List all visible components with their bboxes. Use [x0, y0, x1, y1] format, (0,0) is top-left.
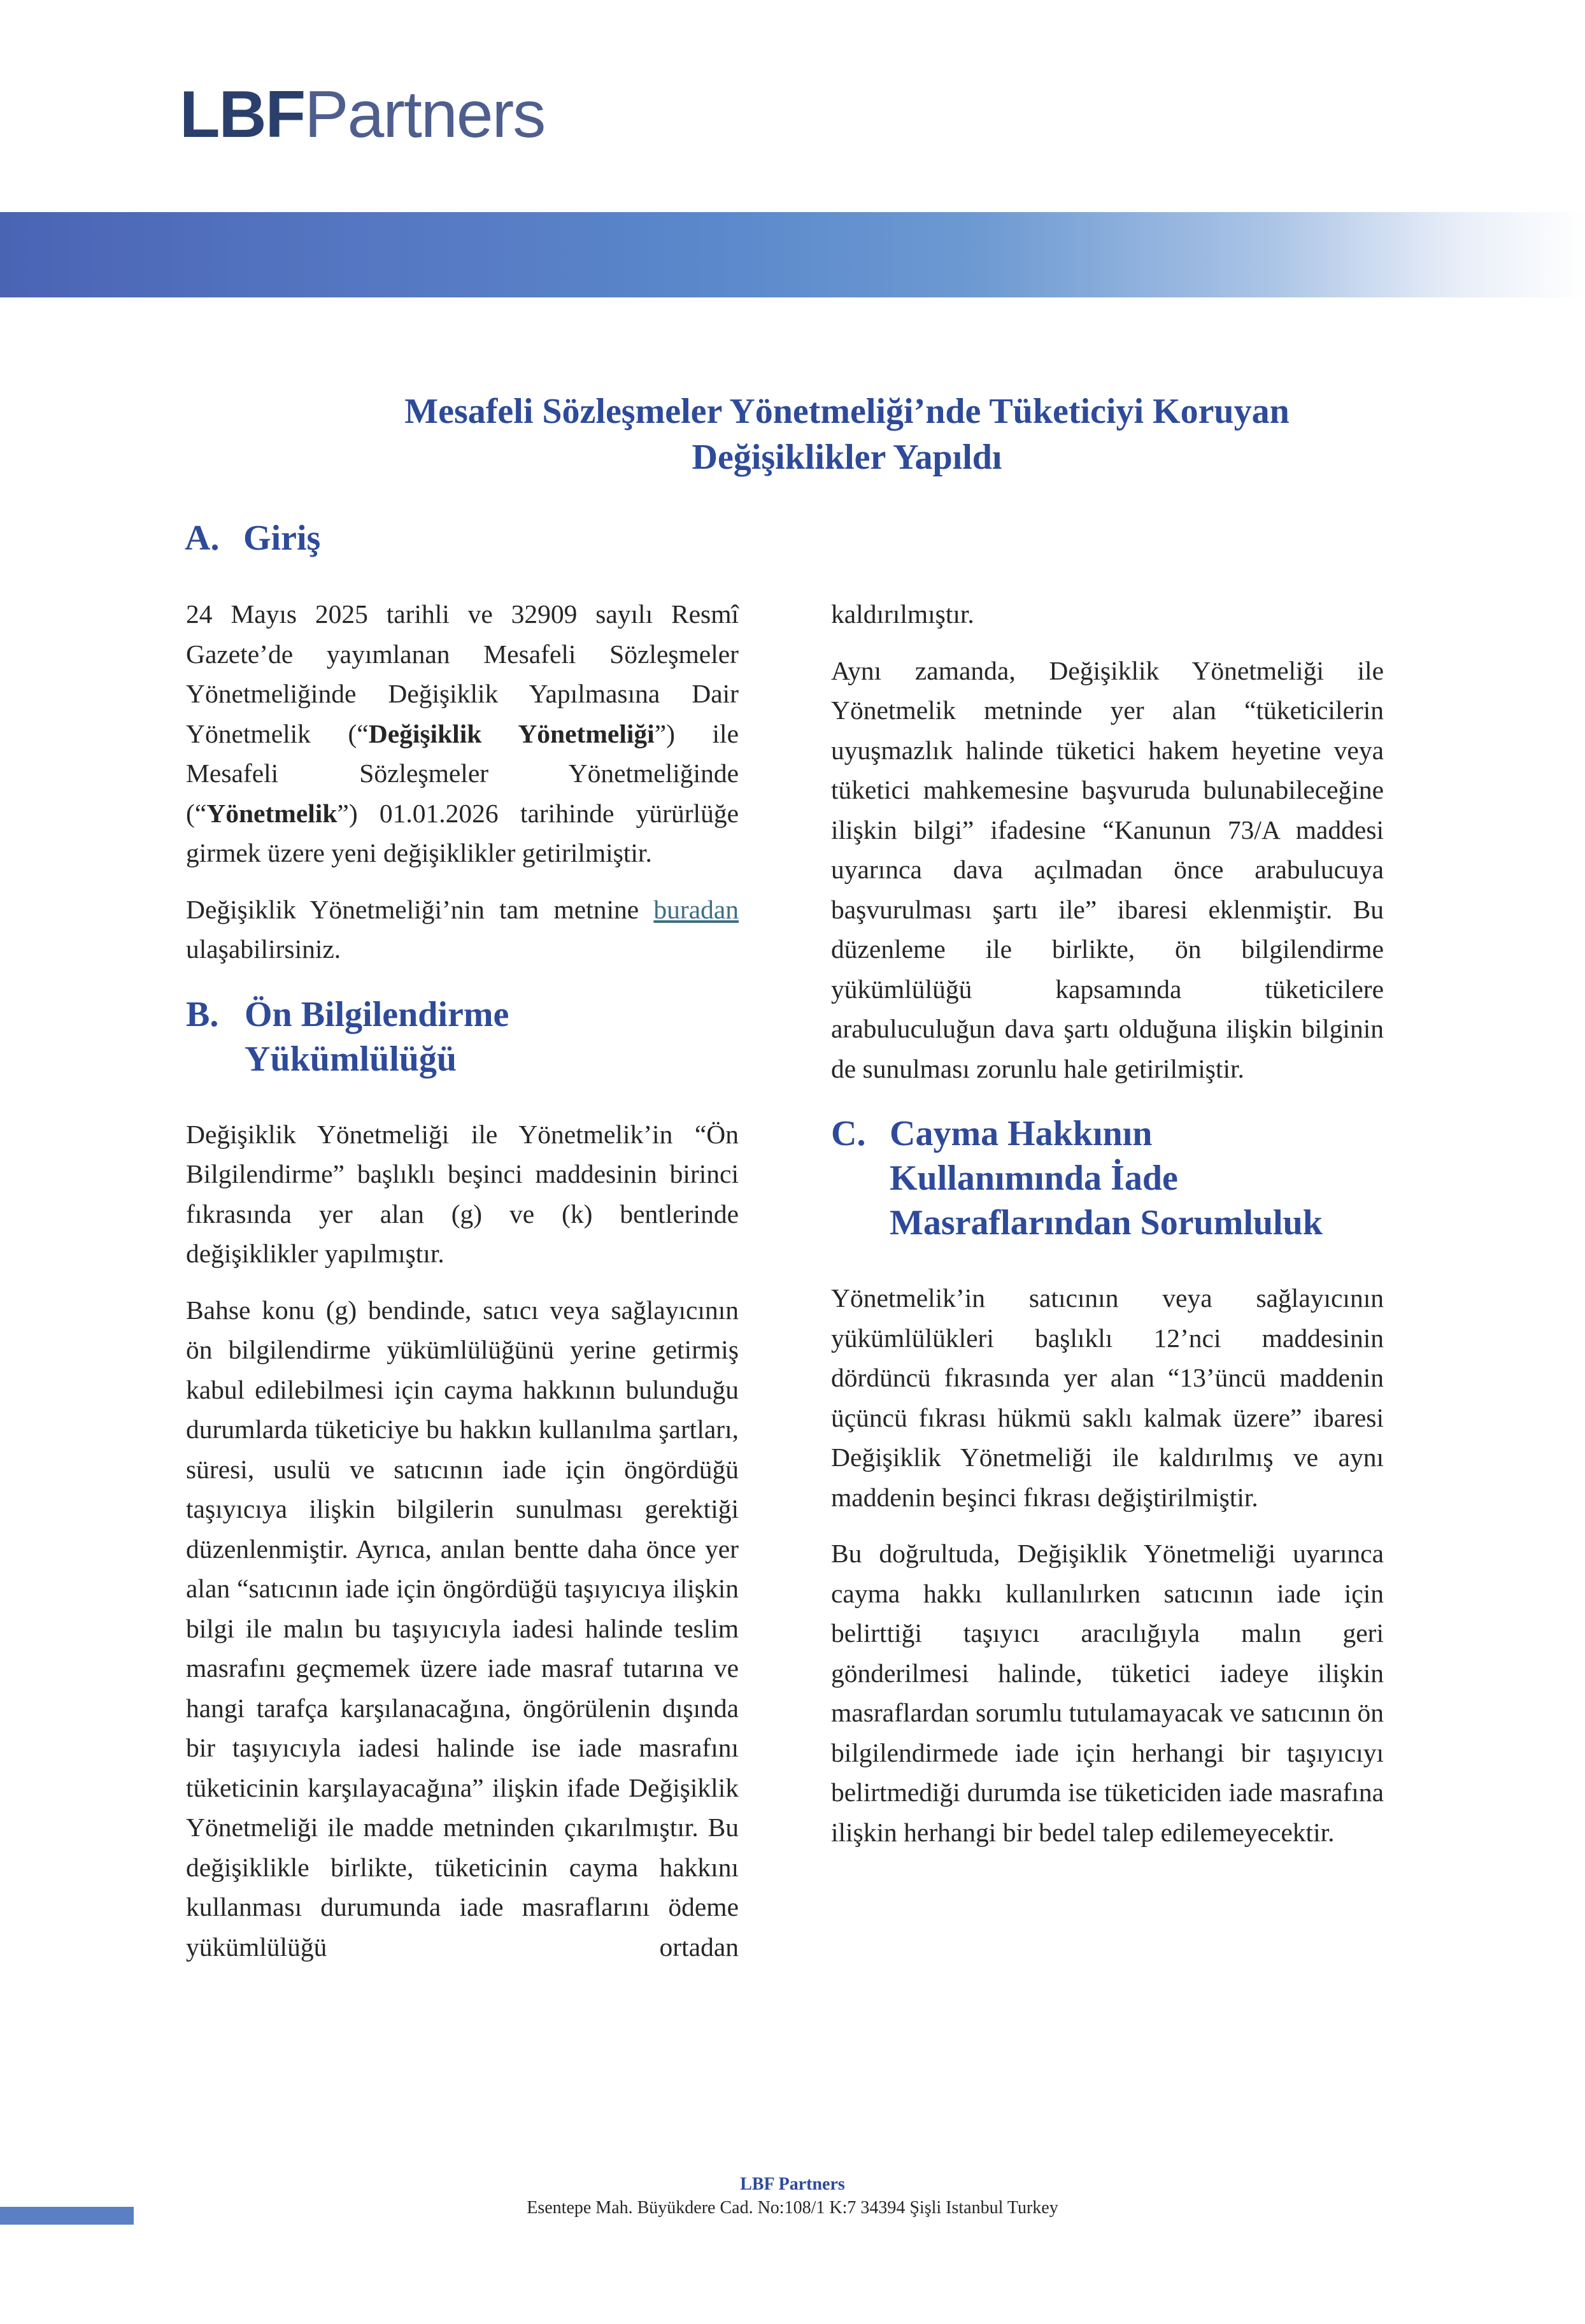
section-c-heading — [831, 1111, 1384, 1245]
title-line-1: Mesafeli Sözleşmeler Yönetmeliği’nde Tüketiciyi Koruyan — [404, 392, 1290, 431]
logo-regular-text: Partners — [304, 78, 545, 152]
logo-bold-text: LBF — [180, 78, 305, 152]
section-c-paragraph-1: Yönetmelik’in satıcının veya sağlayıcının yükümlülükleri başlıklı 12’nci maddesinin dördüncü fıkrasında yer alan “13’üncü maddenin üçüncü fıkrası hükmü saklı kalmak üzere” ibaresi Değişiklik Yönetmeliği ile kaldırılmış ve aynı maddenin beşinci fıkrası değiştirilmiştir. — [831, 1283, 1384, 1512]
section-c-title-line-3: Masraflarından Sorumluluk — [890, 1203, 1323, 1243]
title-line-2: Değişiklikler Yapıldı — [692, 438, 1002, 477]
section-b-title-line-2: Yükümlülüğü — [245, 1039, 457, 1079]
section-c-title-line-2: Kullanımında İade — [890, 1158, 1178, 1198]
section-b-heading — [186, 992, 739, 1081]
section-a-paragraph-2 — [186, 890, 739, 969]
text-span: ulaşabilirsiniz. — [186, 934, 341, 964]
section-a-title: Giriş — [243, 518, 321, 558]
text-span: Değişiklik Yönetmeliği’nin tam metnine — [186, 894, 654, 924]
defined-term: Yönetmelik — [206, 798, 338, 828]
document-title — [242, 389, 1452, 480]
section-a-heading — [185, 516, 320, 560]
section-a-paragraph-1 — [186, 594, 739, 873]
section-b-paragraph-2: Bahse konu (g) bendinde, satıcı veya sağlayıcının ön bilgilendirme yükümlülüğünü yerine getirmiş kabul edilebilmesi için cayma hakkının bulunduğu durumlarda tüketiciye bu hakkın kullanılma şartları, süresi, usulü ve satıcının iade için öngördüğü taşıyıcıya ilişkin bilgilerin sunulması gerektiği düzenlenmiştir. Ayrıca, anılan bentte daha önce yer alan “satıcının iade için öngördüğü taşıyıcıya ilişkin bilgi ile malın bu taşıyıcıyla iadesi halinde teslim masrafını geçmemek üzere iade masraf tutarına ve hangi tarafça karşılanacağına, öngörülenin dışında bir taşıyıcıyla iadesi halinde ise iade masrafını tüketicinin karşılayacağına” ilişkin ifade Değişiklik Yönetmeliği ile madde metninden çıkarılmıştır. Bu değişiklikle birlikte, tüketicinin cayma hakkını kullanması durumunda iade masraflarını ödeme yükümlülüğü ortadan — [186, 1295, 739, 1962]
footer-address: Esentepe Mah. Büyükdere Cad. No:108/1 K:7 34394 Şişli Istanbul Turkey — [527, 2198, 1058, 2218]
header-banner — [0, 212, 1585, 297]
footer-company-name: LBF Partners — [740, 2174, 845, 2194]
right-column — [831, 594, 1384, 1869]
defined-term: Değişiklik Yönetmeliği — [368, 718, 655, 748]
section-c-letter: C. — [831, 1114, 866, 1153]
full-text-link[interactable]: buradan — [653, 894, 739, 924]
text-span: ”) ile Mesafeli Sözleşmeler Yönetmeliğinde (“ — [186, 718, 739, 828]
section-b-paragraph-1: Değişiklik Yönetmeliği ile Yönetmelik’in “Ön Bilgilendirme” başlıklı beşinci maddesinin birinci fıkrasında yer alan (g) ve (k) bentlerinde değişiklikler yapılmıştır. — [186, 1119, 739, 1268]
text-span: ”) 01.01.2026 tarihinde yürürlüğe girmek üzere yeni değişiklikler getirilmiştir. — [186, 798, 739, 867]
section-a-letter: A. — [185, 518, 220, 558]
section-b-paragraph-2-continued: kaldırılmıştır. — [831, 599, 974, 629]
section-b-letter: B. — [186, 994, 219, 1034]
section-c-title-line-1: Cayma Hakkının — [890, 1114, 1153, 1153]
company-logo — [180, 78, 545, 152]
section-b-paragraph-3: Aynı zamanda, Değişiklik Yönetmeliği ile Yönetmelik metninde yer alan “tüketicilerin uyuşmazlık halinde tüketici hakem heyetine veya tüketici mahkemesine başvuruda bulunabileceğine ilişkin bilgi” ifadesine “Kanunun 73/A maddesi uyarınca dava açılmadan önce arabulucuya başvurulması şartı ile” ibaresi eklenmiştir. Bu düzenleme ile birlikte, ön bilgilendirme yükümlülüğü kapsamında tüketicilere arabuluculuğun dava şartı olduğuna ilişkin bilginin de sunulması zorunlu hale getirilmiştir. — [831, 655, 1384, 1083]
left-column — [186, 594, 739, 1983]
text-span: 24 Mayıs 2025 tarihli ve 32909 sayılı Resmî Gazete’de yayımlanan Mesafeli Sözleşmeler Yönetmeliğinde Değişiklik Yapılmasına Dair Yönetmelik (“ — [186, 599, 739, 748]
section-b-title-line-1: Ön Bilgilendirme — [245, 994, 509, 1034]
section-c-paragraph-2: Bu doğrultuda, Değişiklik Yönetmeliği uyarınca cayma hakkı kullanılırken satıcının iade için belirttiği taşıyıcı aracılığıyla malın geri gönderilmesi halinde, tüketici iadeye ilişkin masraflardan sorumlu tutulamayacak ve satıcının ön bilgilendirmede iade için herhangi bir taşıyıcıyı belirtmediği durumda ise tüketiciden iade masrafına ilişkin herhangi bir bedel talep edilemeyecektir. — [831, 1539, 1384, 1847]
